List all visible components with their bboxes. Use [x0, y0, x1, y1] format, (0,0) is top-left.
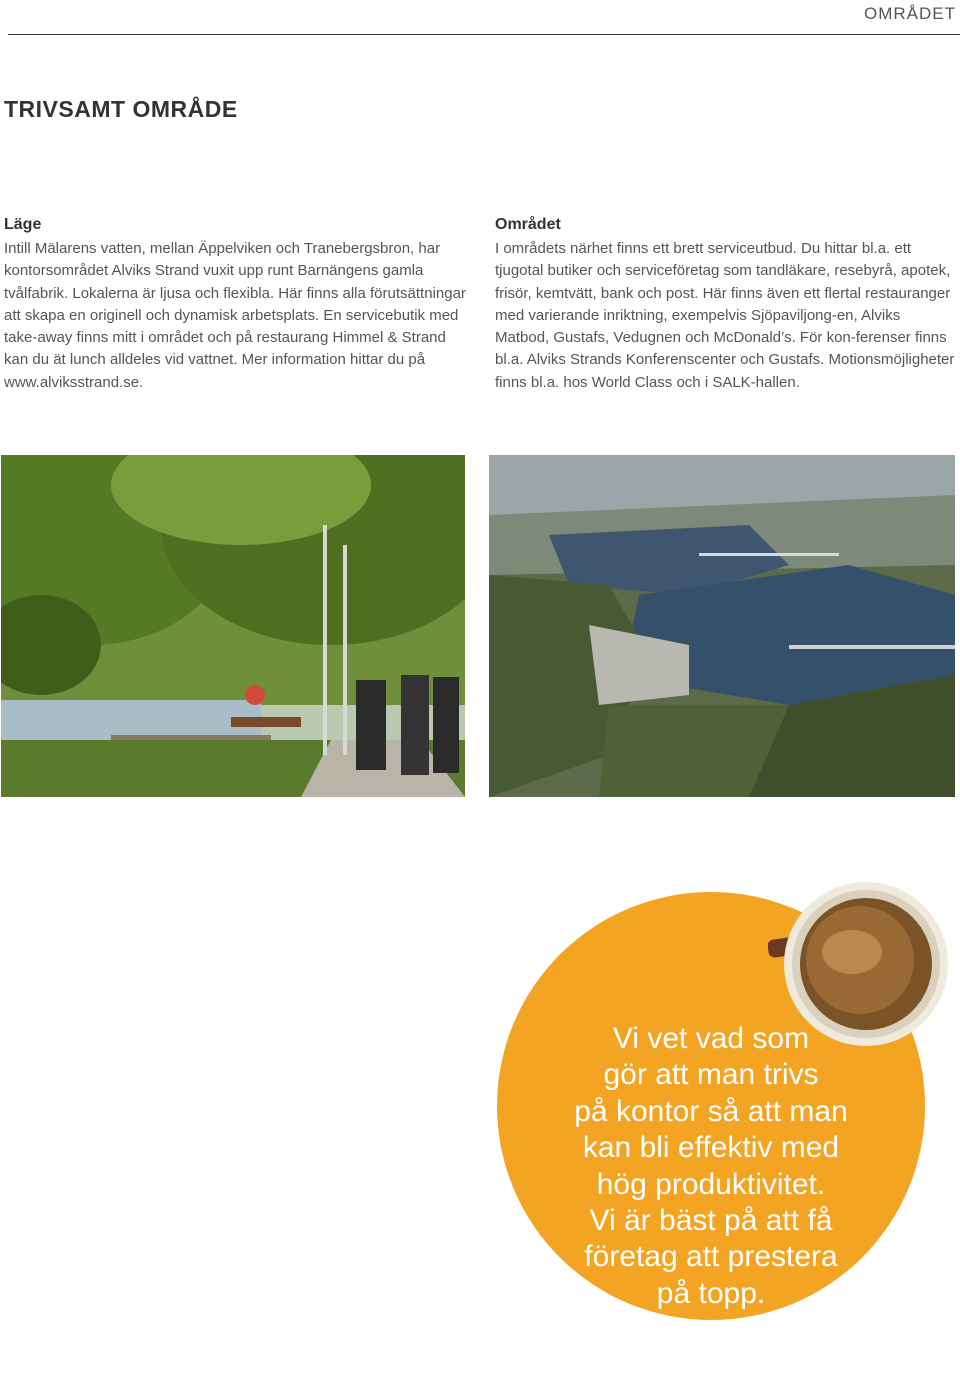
location-section — [4, 216, 470, 394]
park-photo — [1, 455, 465, 797]
section-label: OMRÅDET — [864, 4, 956, 23]
quote-line: på kontor så att man — [574, 1094, 848, 1128]
quote-line: kan bli effektiv med — [582, 1131, 840, 1165]
location-body: Intill Mälarens vatten, mellan Äppelviken och Tranebergsbron, har kontorsområdet Alviks Strand vuxit upp runt Barnängens gamla tvålfabrik. Lokalerna är ljusa och flexibla. Här finns alla förutsättningar att skapa en originell och dynamisk arbetsplats. En servicebutik med take-away finns mitt i området och på restaurang Himmel & Strand kan du ät lunch alldeles vid vattnet. Mer information hittar du på www.alviksstrand.se. — [4, 240, 466, 391]
header-divider — [8, 34, 960, 35]
quote-line: Vi är bäst på att få — [589, 1204, 833, 1238]
area-section — [495, 216, 957, 394]
page-title: TRIVSAMT OMRÅDE — [4, 96, 238, 122]
quote-line: gör att man trivs — [603, 1058, 819, 1092]
quote-line: företag att prestera — [584, 1240, 838, 1274]
aerial-photo — [489, 455, 955, 797]
quote-line: Vi vet vad som — [612, 1022, 810, 1055]
quote-text — [503, 1021, 919, 1312]
quote-line: hög produktivitet. — [596, 1167, 826, 1201]
area-heading: Området — [495, 216, 561, 233]
location-heading: Läge — [4, 216, 42, 233]
quote-line: på topp. — [656, 1276, 766, 1310]
area-body: I områdets närhet finns ett brett serviceutbud. Du hittar bl.a. ett tjugotal butiker och serviceföretag som tandläkare, resebyrå, apotek, frisör, kemtvätt, bank och post. Här finns även ett flertal restauranger med varierande inriktning, exempelvis Sjöpaviljong-en, Alviks Matbod, Gustafs, Vedugnen och McDonald’s. För kon-ferenser finns bl.a. Alviks Strands Konferenscenter och Gustafs. Motionsmöjligheter finns bl.a. hos World Class och i SALK-hallen. — [495, 240, 955, 391]
